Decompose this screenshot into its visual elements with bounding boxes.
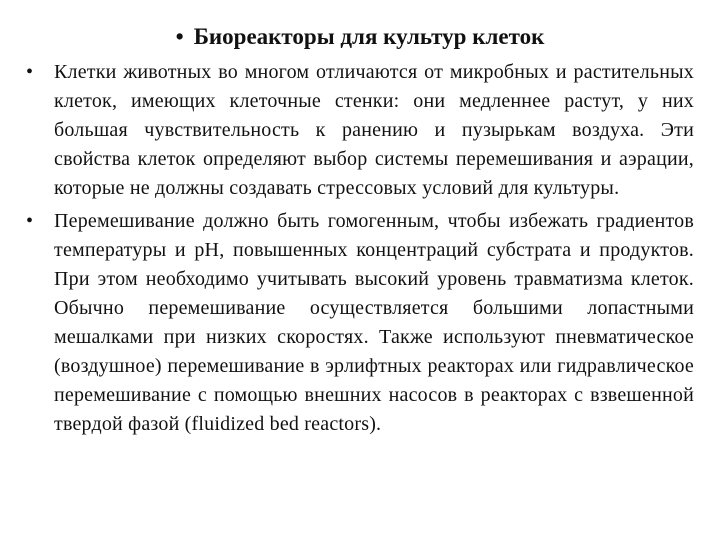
slide-title-row	[0, 22, 720, 52]
list-item	[26, 58, 694, 203]
list-item	[26, 207, 694, 439]
slide-title: Биореакторы для культур клеток	[193, 24, 545, 49]
list-item-text: Клетки животных во многом отличаются от микробных и растительных клеток, имеющих клеточные стенки: они медленнее растут, у них большая чувствительность к ранению и пузырькам воздуха. Эти свойства клеток определяют выбор системы перемешивания и аэрации, которые не должны создавать стрессовых условий для культуры.	[54, 61, 694, 199]
title-bullet: •	[175, 24, 184, 49]
list-item-text: Перемешивание должно быть гомогенным, чтобы избежать градиентов температуры и рН, повышенных концентраций субстрата и продуктов. При этом необходимо учитывать высокий уровень травматизма клеток. Обычно перемешивание осуществляется большими лопастными мешалками при низких скоростях. Также используют пневматическое (воздушное) перемешивание в эрлифтных реакторах или гидравлическое перемешивание с помощью внешних насосов в реакторах с взвешенной твердой фазой (fluidized bed reactors).	[54, 210, 694, 435]
list-bullet: •	[26, 61, 34, 83]
bullet-list	[26, 58, 694, 443]
list-bullet: •	[26, 210, 34, 232]
